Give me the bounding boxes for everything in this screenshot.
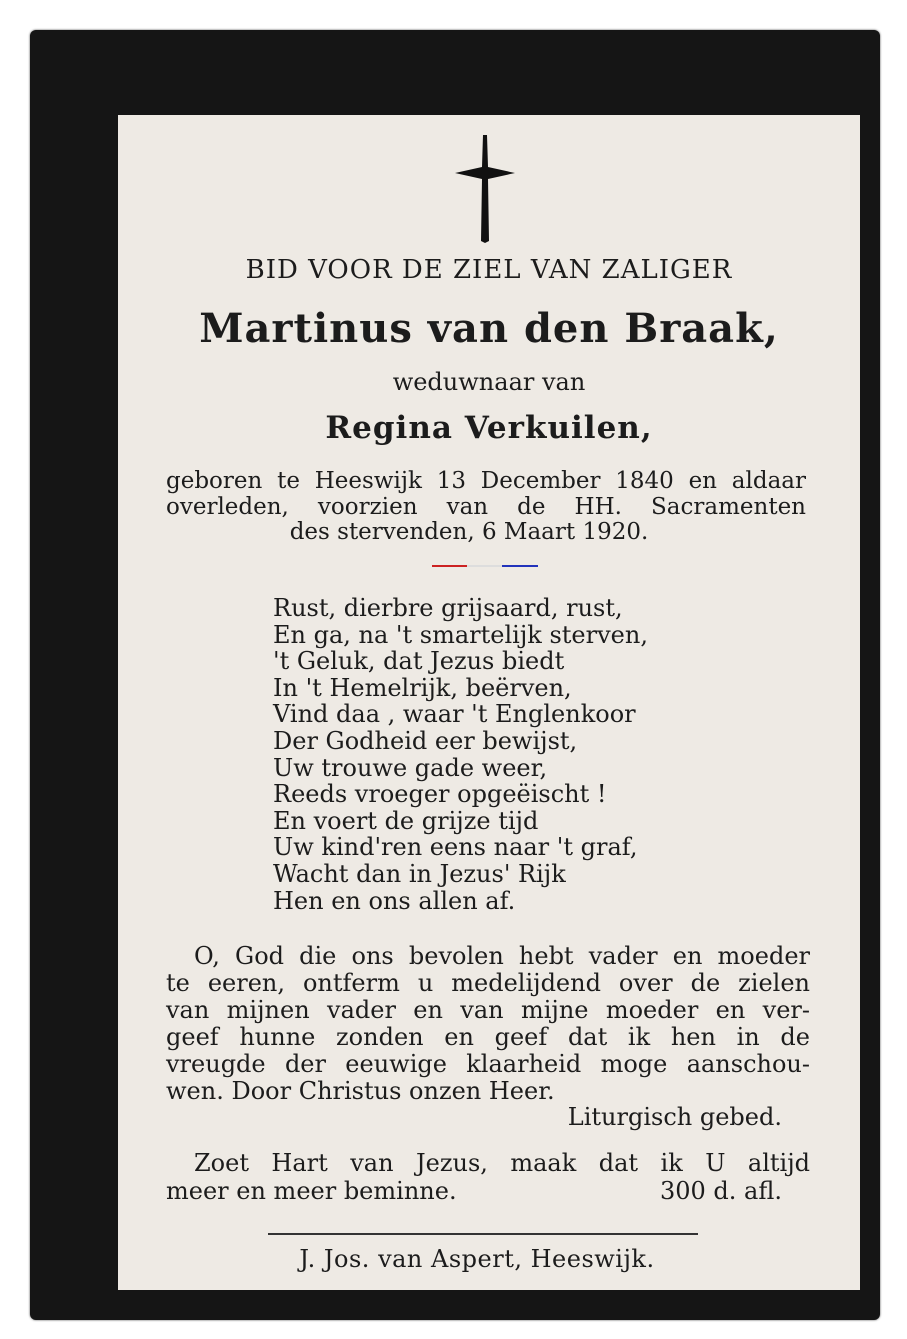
spouse-name: Regina Verkuilen, — [325, 410, 653, 446]
deceased-name: Martinus van den Braak, — [199, 305, 779, 352]
prayer-line: te eeren, ontferm u medelijdend over de zielen — [166, 969, 810, 997]
birth-line-3: des stervenden, 6 Maart 1920. — [289, 519, 649, 545]
aspiration — [166, 1149, 810, 1205]
poem-line: 't Geluk, dat Jezus biedt — [273, 647, 565, 676]
prayer-line: O, God die ons bevolen hebt vader en moeder — [194, 942, 810, 970]
poem-line: Vind daa , waar 't Englenkoor — [273, 700, 636, 729]
prayer-credit: Liturgisch gebed. — [567, 1103, 782, 1131]
cross-icon — [453, 133, 517, 245]
poem-line: Uw kind'ren eens naar 't graf, — [273, 833, 638, 862]
poem-line: En ga, na 't smartelijk sterven, — [273, 620, 648, 649]
aspiration-line-2-row — [166, 1177, 810, 1205]
prayer-line: wen. Door Christus onzen Heer. — [166, 1077, 555, 1105]
birth-line-2: overleden, voorzien van de HH. Sacramenten — [166, 494, 806, 520]
prayer-line: geef hunne zonden en geef dat ik hen in de — [166, 1023, 810, 1051]
memorial-card-paper — [118, 115, 860, 1290]
aspiration-line-2: meer en meer beminne. — [166, 1177, 457, 1205]
poem-line: En voert de grijze tijd — [273, 806, 539, 835]
birth-line-1: geboren te Heeswijk 13 December 1840 en aldaar — [166, 468, 806, 494]
poem-line: Reeds vroeger opgeëischt ! — [273, 780, 607, 809]
tricolor-divider — [432, 565, 538, 567]
poem-line: In 't Hemelrijk, beërven, — [273, 673, 572, 702]
mourning-card-border — [30, 30, 880, 1320]
aspiration-line-1: Zoet Hart van Jezus, maak dat ik U altijd — [194, 1149, 810, 1177]
poem-line: Uw trouwe gade weer, — [273, 753, 548, 782]
prayer-line: vreugde der eeuwige klaarheid moge aanschou- — [166, 1050, 810, 1078]
poem-line: Der Godheid eer bewijst, — [273, 726, 578, 755]
poem-line: Hen en ons allen af. — [273, 886, 516, 915]
card-header: BID VOOR DE ZIEL VAN ZALIGER — [245, 255, 733, 285]
footer-rule — [268, 1233, 698, 1235]
indulgence-note: 300 d. afl. — [659, 1177, 782, 1205]
prayer — [166, 943, 810, 1105]
relation-text: weduwnaar van — [392, 368, 586, 396]
printer-credit: J. Jos. van Aspert, Heeswijk. — [299, 1245, 655, 1273]
poem-line: Rust, dierbre grijsaard, rust, — [273, 594, 623, 622]
prayer-line: van mijnen vader en van mijne moeder en ver- — [166, 996, 810, 1024]
poem — [273, 595, 648, 914]
poem-line: Wacht dan in Jezus' Rijk — [273, 859, 566, 888]
